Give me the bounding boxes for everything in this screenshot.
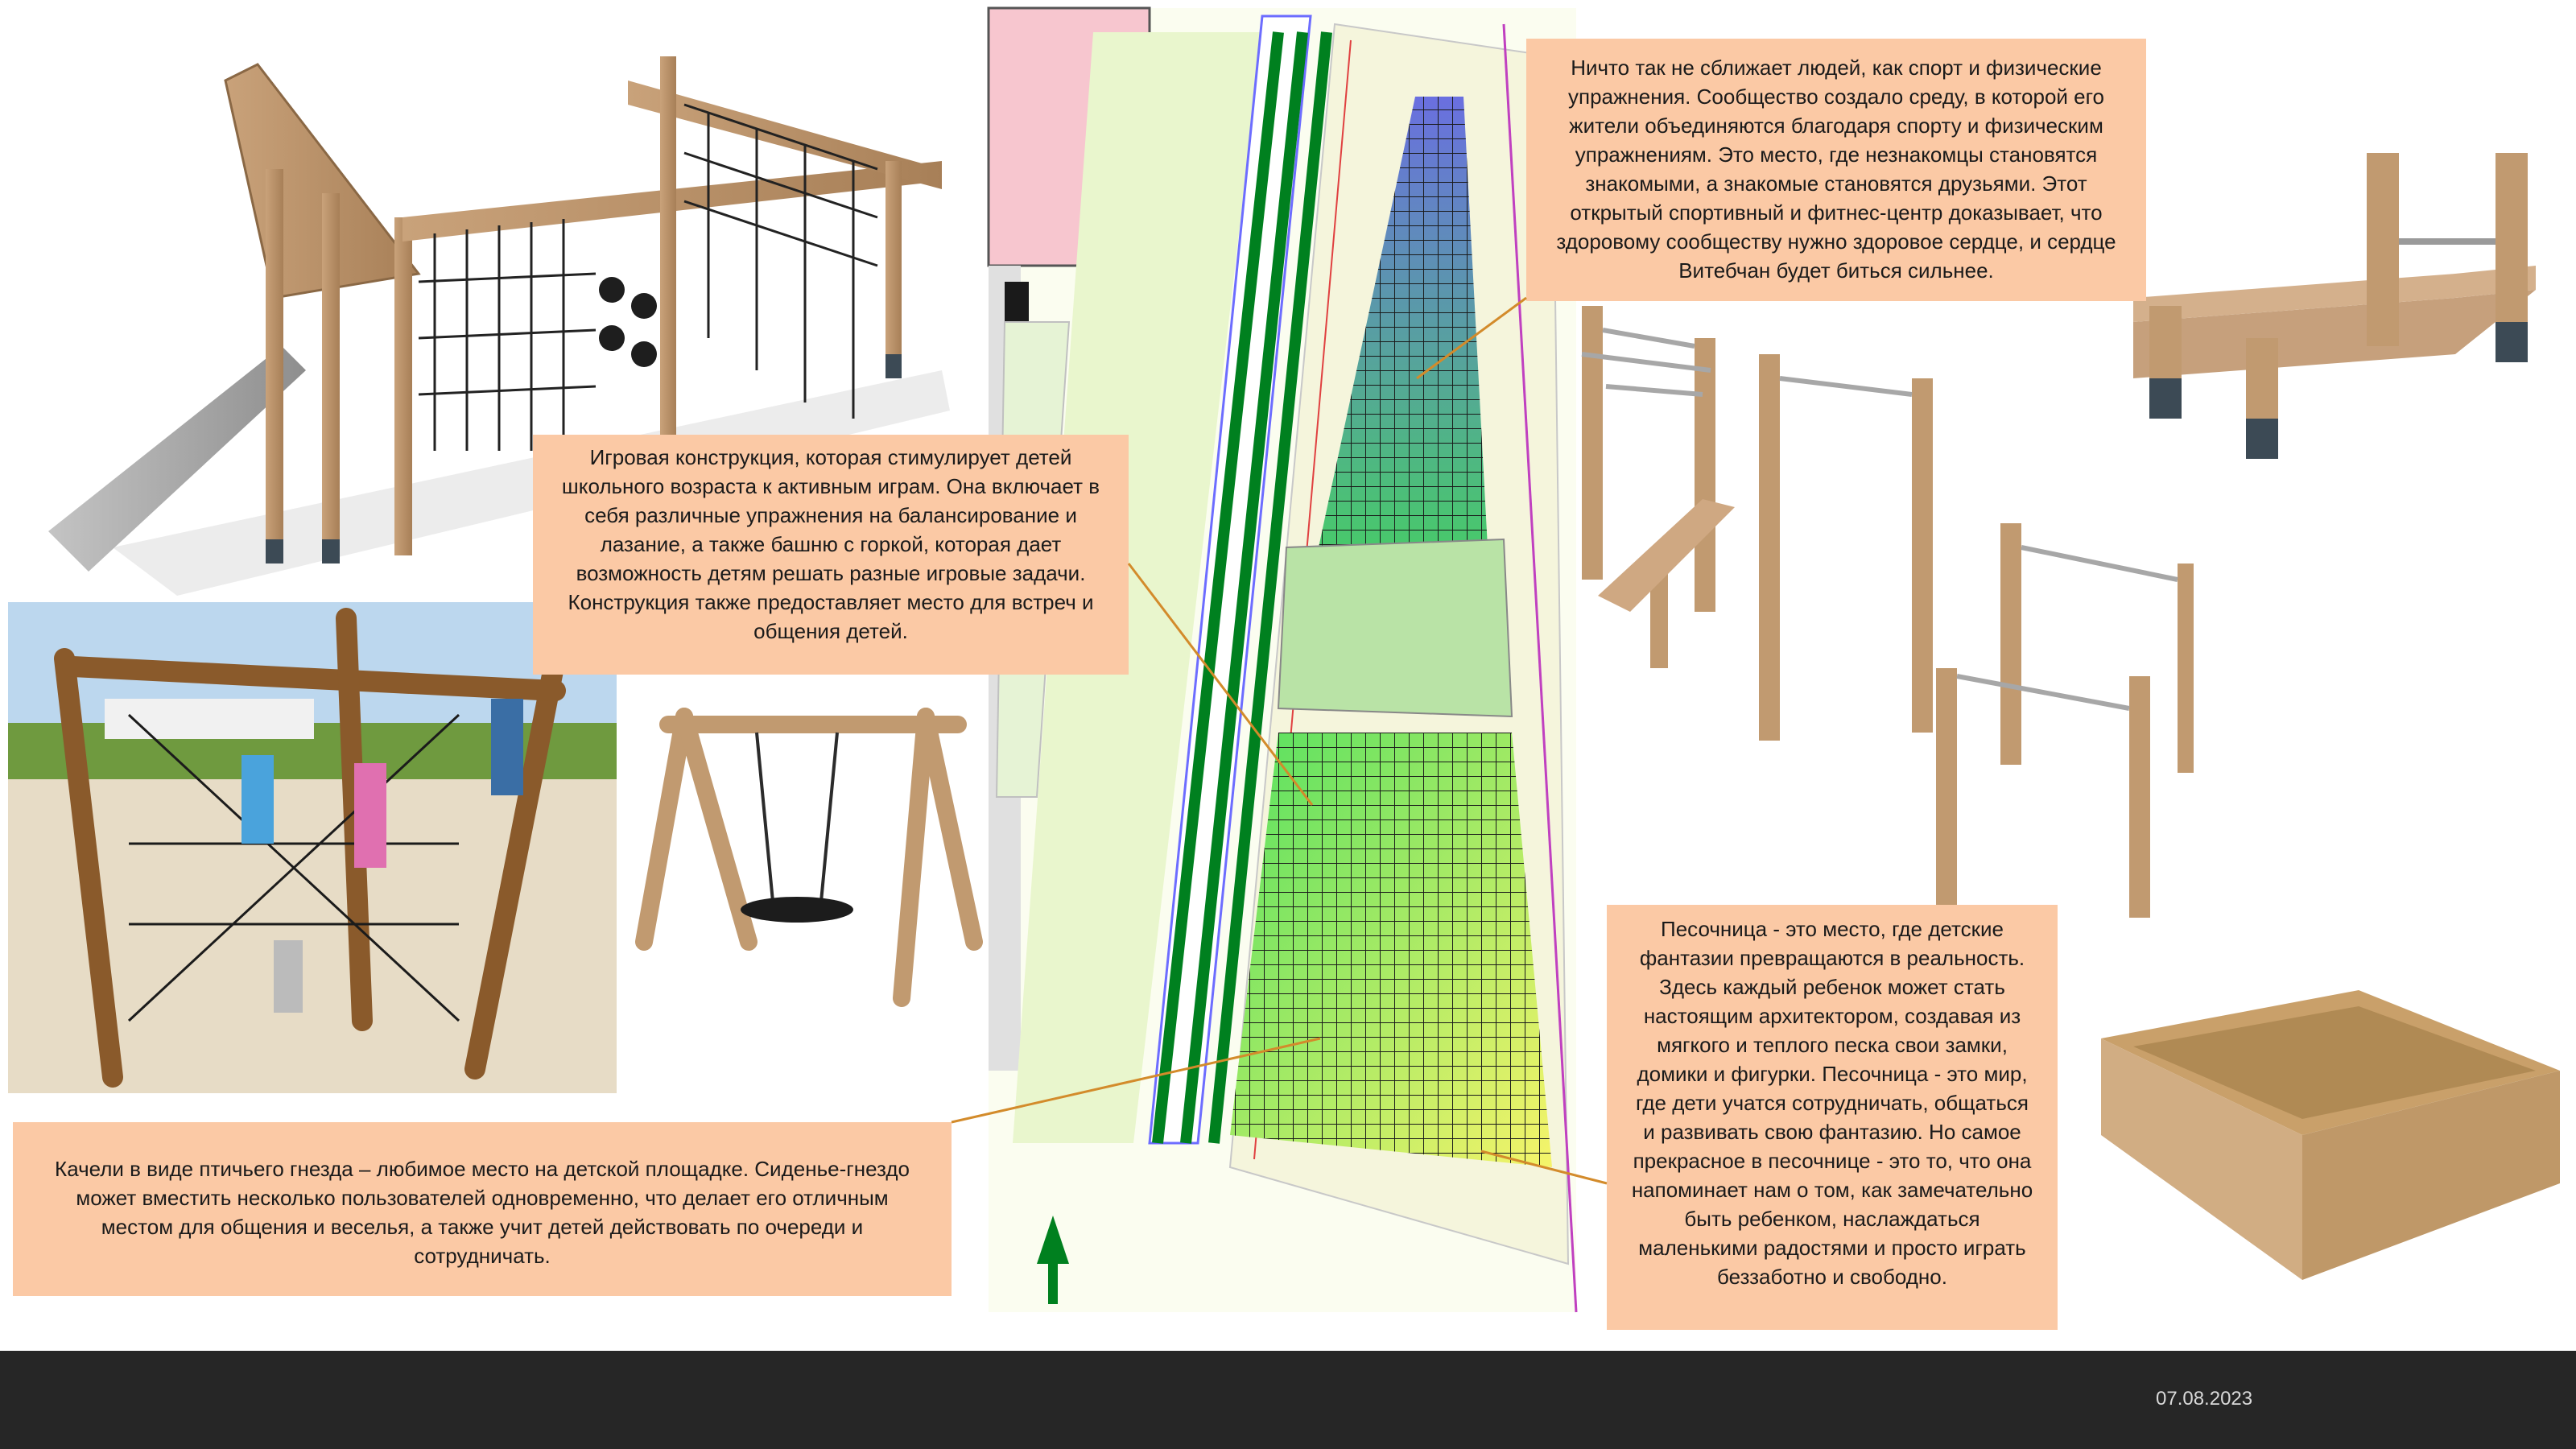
sandbox-description: Песочница - это место, где детские фантазии превращаются в реальность. Здесь каждый ребенок может стать настоящим архитектором, создавая из мягкого и теплого песка свои замки, домики и фигурки. Песочница - это мир, где дети учатся сотрудничать, общаться и развивать свою фантазию. Но самое прекрасное в песочнице - это то, что она напоминает нам о том, как замечательно быть ребенком, наслаждаться маленькими радостями и просто играть беззаботно и свободно. xyxy=(1607,905,2058,1330)
swing-description: Качели в виде птичьего гнезда – любимое место на детской площадке. Сиденье-гнездо может вместить несколько пользователей одновременно, что делает его отличным местом для общения и веселья, а также учит детей действовать по очереди и сотрудничать. xyxy=(13,1122,952,1296)
playground-description: Игровая конструкция, которая стимулирует детей школьного возраста к активным играм. Она включает в себя различные упражнения на балансирование и лазание, а также башню с горкой, которая дает возможность детям решать разные игровые задачи. Конструкция также предоставляет место для встреч и общения детей. xyxy=(533,435,1129,675)
footer-date: 07.08.2023 xyxy=(2156,1388,2253,1410)
fitness-description: Ничто так не сближает людей, как спорт и физические упражнения. Сообщество создало среду, в которой его жители объединяются благодаря спорту и физическим упражнениям. Это место, где незнакомцы становятся знакомыми, а знакомые становятся друзьями. Этот открытый спортивный и фитнес-центр доказывает, что здоровому сообществу нужно здоровое сердце, и сердце Витебчан будет биться сильнее. xyxy=(1526,39,2146,301)
